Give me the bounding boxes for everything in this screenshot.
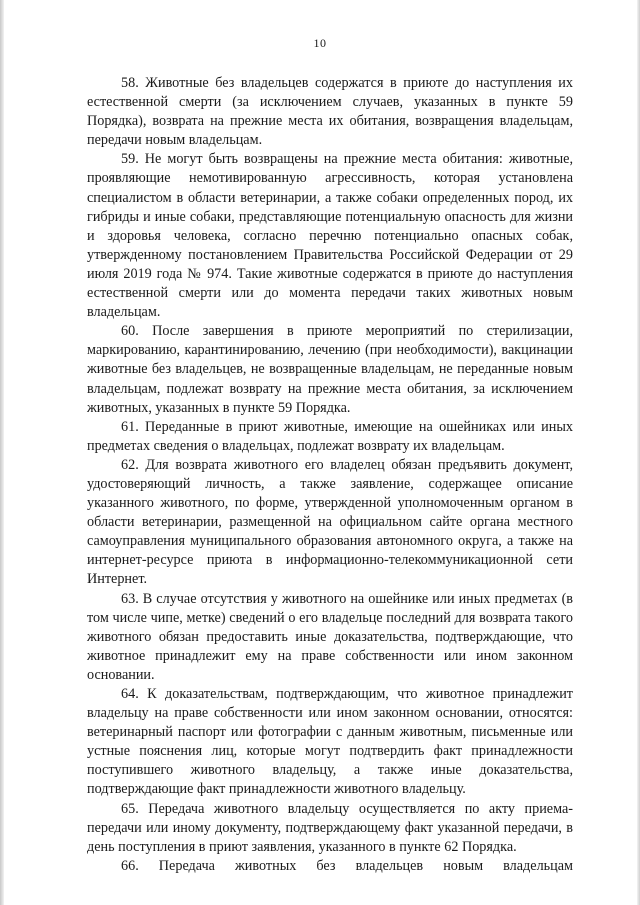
paragraph-60: 60. После завершения в приюте мероприятий по стерилизации, маркированию, карантинированию, лечению (при необходимости), вакцинации животные без владельцев, не возвращенные владельцам, не переданные новым владельцам, подлежат возврату на прежние места обитания, за исключением животных, указанных в пункте 59 Порядка. (87, 323, 573, 416)
paragraph-65: 65. Передача животного владельцу осуществляется по акту приема-передачи или иному документу, подтверждающему факт указанной передачи, в день поступления в приют заявления, указанного в пункте 62 Порядка. (87, 800, 573, 855)
paragraph-61: 61. Переданные в приют животные, имеющие на ошейниках или иных предметах сведения о владельцах, подлежат возврату их владельцам. (87, 418, 573, 454)
paragraph-66: 66. Передача животных без владельцев новым владельцам (121, 857, 573, 874)
paragraph-58: 58. Животные без владельцев содержатся в приюте до наступления их естественной смерти (за исключением случаев, указанных в пункте 59 Порядка), возврата на прежние места их обитания, возвращения владельцам, передачи новым владельцам. (87, 75, 573, 149)
scan-edge-left (0, 0, 4, 905)
page-number: 10 (313, 36, 327, 50)
paragraph-59: 59. Не могут быть возвращены на прежние места обитания: животные, проявляющие немотивированную агрессивность, которая установлена специалистом в области ветеринарии, а также собаки определенных пород, их гибриды и иные собаки, представляющие потенциальную опасность для жизни и здоровья человека, согласно перечню потенциально опасных собак, утвержденному постановлением Правительства Российской Федерации от 29 июля 2019 года № 974. Такие животные содержатся в приюте до наступления естественной смерти или до момента передачи таких животных новым владельцам. (87, 151, 573, 321)
paragraph-62: 62. Для возврата животного его владелец обязан предъявить документ, удостоверяющий личность, а также заявление, содержащее описание указанного животного, по форме, утвержденной уполномоченным органом в области ветеринарии, размещенной на официальном сайте органа местного самоуправления муниципального образования автономного округа, а также на интернет-ресурсе приюта в информационно-телекоммуникационной сети Интернет. (87, 456, 573, 588)
paragraph-64: 64. К доказательствам, подтверждающим, что животное принадлежит владельцу на праве собственности или ином законном основании, относятся: ветеринарный паспорт или фотографии с данным животным, письменные или устные пояснения лиц, которые могут подтвердить факт принадлежности поступившего животного владельцу, а также иные доказательства, подтверждающие факт принадлежности животного владельцу. (87, 686, 573, 798)
paragraph-63: 63. В случае отсутствия у животного на ошейнике или иных предметах (в том числе чипе, метке) сведений о его владельце последний для возврата такого животного обязан предоставить иные доказательства, подтверждающие, что животное принадлежит ему на праве собственности или ином законном основании. (87, 590, 573, 683)
document-body (87, 74, 573, 876)
